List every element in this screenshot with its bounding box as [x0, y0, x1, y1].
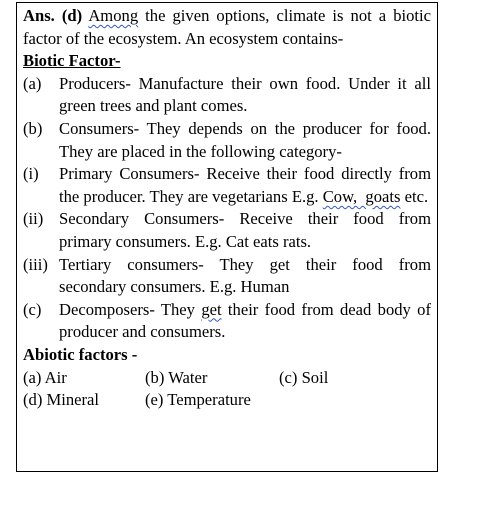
list-item-text: Producers- Manufacture their own food. Under it all green trees and plant comes. — [59, 73, 431, 116]
list-item-decomposers — [23, 299, 431, 344]
list-marker: (c) — [23, 299, 42, 319]
list-marker: (i) — [23, 164, 39, 184]
list-item-text: Consumers- They depends on the producer for food. They are placed in the following category- — [59, 118, 431, 161]
answer-word-among: Among — [88, 6, 139, 25]
abiotic-row — [23, 367, 431, 390]
abiotic-item-air: (a) Air — [23, 367, 67, 387]
list-item-primary-consumers — [23, 163, 431, 208]
abiotic-row — [23, 389, 431, 412]
list-marker: (b) — [23, 118, 43, 138]
list-item-squiggle-text: get — [201, 299, 222, 319]
list-item-text: Tertiary consumers- They get their food from secondary consumers. E.g. Human — [59, 254, 431, 297]
list-item-text-part: etc. — [400, 186, 429, 206]
list-item-text-part: their food from dead body of producer and consumers. — [59, 299, 432, 342]
list-item-text-part: Decomposers- They — [59, 299, 202, 319]
list-marker: (a) — [23, 73, 42, 93]
list-item-text: Secondary Consumers- Receive their food from primary consumers. E.g. Cat eats rats. — [59, 209, 431, 251]
abiotic-item-mineral: (d) Mineral — [23, 390, 100, 410]
list-marker: (iii) — [23, 254, 48, 274]
answer-box — [16, 2, 438, 472]
list-item-text — [59, 163, 431, 208]
list-item-text — [59, 299, 431, 344]
biotic-heading: Biotic Factor- — [23, 51, 121, 71]
list-item-squiggle-text: Cow, goats — [322, 186, 401, 206]
answer-text: the given options, climate is not a biotic factor of the ecosystem. An ecosystem contains- — [23, 6, 432, 48]
list-item-producers — [23, 73, 431, 118]
list-item-consumers — [23, 118, 431, 163]
abiotic-item-soil: (c) Soil — [279, 367, 329, 387]
abiotic-heading: Abiotic factors - — [23, 344, 138, 364]
answer-label: Ans. (d) — [23, 6, 83, 25]
list-item-secondary-consumers — [23, 208, 431, 253]
list-item-text-part: Primary Consumers- Receive their food directly from the producer. They are vegetarians E.g. — [59, 164, 431, 206]
abiotic-item-temperature: (e) Temperature — [145, 390, 251, 410]
abiotic-item-water: (b) Water — [145, 367, 208, 387]
list-marker: (ii) — [23, 209, 44, 229]
answer-paragraph — [23, 5, 431, 50]
list-item-tertiary-consumers — [23, 254, 431, 299]
